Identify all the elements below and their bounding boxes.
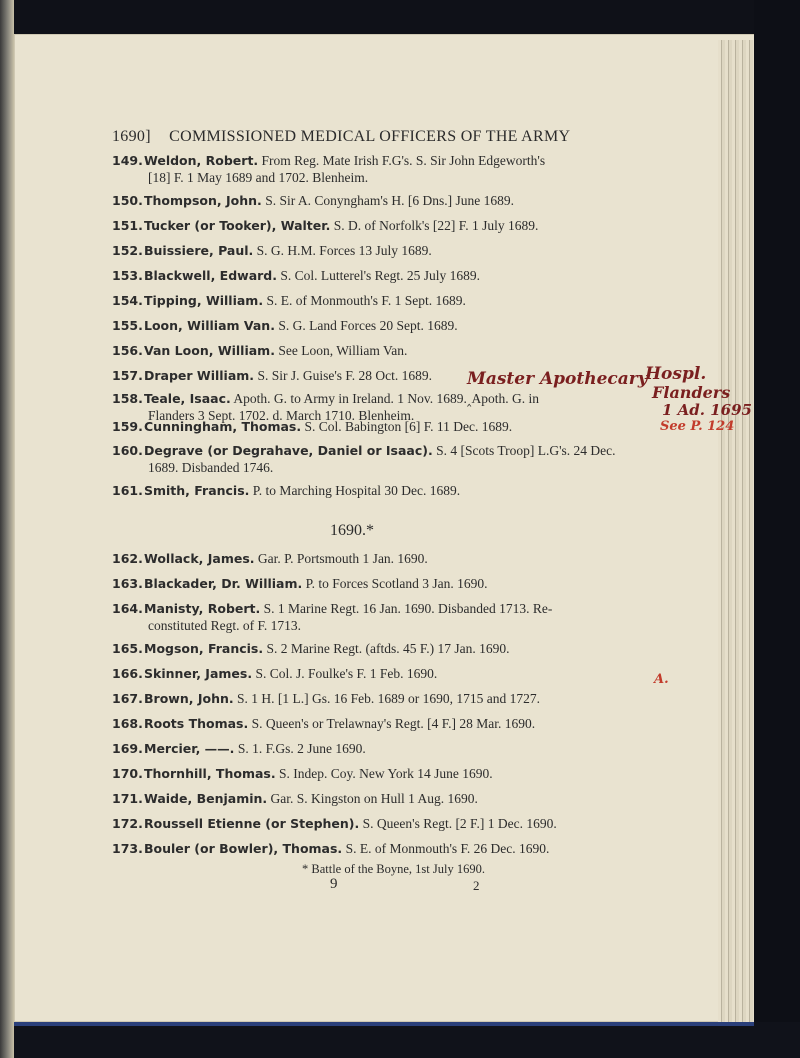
entry-item <box>112 640 722 657</box>
entry-text: S. Indep. Coy. New York 14 June 1690. <box>278 766 493 781</box>
entry-item <box>112 482 722 499</box>
entry-number: 156. <box>112 343 143 358</box>
entry-name: Roussell Etienne (or Stephen). <box>144 816 360 831</box>
entry-item <box>112 840 722 857</box>
entry-item <box>112 550 722 567</box>
entry-name: Tipping, William. <box>144 293 264 308</box>
handwritten-annotation: Flanders <box>652 383 731 402</box>
entry-number: 150. <box>112 193 143 208</box>
section-heading: 1690.* <box>330 522 374 539</box>
book-binding-left <box>0 0 14 1058</box>
entry-name: Weldon, Robert. <box>144 153 259 168</box>
book-cover-bottom <box>14 1022 800 1058</box>
handwritten-annotation: A. <box>654 672 669 687</box>
entry-text: S. D. of Norfolk's [22] F. 1 July 1689. <box>333 218 539 233</box>
entry-text: S. E. of Monmouth's F. 26 Dec. 1690. <box>345 841 550 856</box>
footnote: * Battle of the Boyne, 1st July 1690. <box>302 862 485 876</box>
entry-text: S. 1. F.Gs. 2 June 1690. <box>237 741 366 756</box>
entry-number: 151. <box>112 218 143 233</box>
entry-text: S. G. H.M. Forces 13 July 1689. <box>256 243 432 258</box>
entry-text: See Loon, William Van. <box>278 343 408 358</box>
entry-name: Blackader, Dr. William. <box>144 576 303 591</box>
entry-continuation: constituted Regt. of F. 1713. <box>148 618 302 633</box>
entry-item <box>112 192 722 209</box>
entry-name: Thornhill, Thomas. <box>144 766 276 781</box>
handwritten-annotation: Master Apothecary <box>467 369 648 389</box>
entry-text: Gar. P. Portsmouth 1 Jan. 1690. <box>257 551 428 566</box>
entry-number: 166. <box>112 666 143 681</box>
entry-number: 172. <box>112 816 143 831</box>
entry-number: 165. <box>112 641 143 656</box>
entry-name: Degrave (or Degrahave, Daniel or Isaac). <box>144 443 433 458</box>
entry-number: 149. <box>112 153 143 168</box>
entry-item <box>112 442 722 476</box>
entry-item <box>112 740 722 757</box>
entry-item <box>112 790 722 807</box>
entry-text: S. 2 Marine Regt. (aftds. 45 F.) 17 Jan. 1690. <box>266 641 510 656</box>
entry-number: 171. <box>112 791 143 806</box>
entry-name: Skinner, James. <box>144 666 253 681</box>
entry-item <box>112 342 722 359</box>
entry-number: 157. <box>112 368 143 383</box>
entry-item <box>112 418 722 435</box>
entry-item <box>112 152 722 186</box>
entry-text: S. E. of Monmouth's F. 1 Sept. 1689. <box>266 293 466 308</box>
entry-number: 158. <box>112 391 143 406</box>
entry-text: S. Col. J. Foulke's F. 1 Feb. 1690. <box>255 666 438 681</box>
entry-number: 159. <box>112 419 143 434</box>
entry-text: Gar. S. Kingston on Hull 1 Aug. 1690. <box>270 791 478 806</box>
entry-text: Apoth. G. to Army in Ireland. 1 Nov. 1689.‸Apoth. G. in <box>233 391 539 406</box>
entry-name: Van Loon, William. <box>144 343 275 358</box>
entry-item <box>112 292 722 309</box>
handwritten-annotation: See P. 124 <box>660 419 735 434</box>
entry-text: S. 1 Marine Regt. 16 Jan. 1690. Disbanded 1713. Re- <box>263 601 553 616</box>
entry-name: Mercier, ——. <box>144 741 235 756</box>
entry-number: 160. <box>112 443 143 458</box>
entry-name: Blackwell, Edward. <box>144 268 277 283</box>
entry-text: S. Col. Babington [6] F. 11 Dec. 1689. <box>304 419 513 434</box>
entry-number: 170. <box>112 766 143 781</box>
entry-name: Wollack, James. <box>144 551 255 566</box>
entry-item <box>112 765 722 782</box>
entry-continuation: Flanders 3 Sept. 1702. d. March 1710. Blenheim. <box>148 408 415 423</box>
entry-item <box>112 815 722 832</box>
entry-text: S. Queen's or Trelawnay's Regt. [4 F.] 28 Mar. 1690. <box>251 716 536 731</box>
entry-text: S. Sir A. Conyngham's H. [6 Dns.] June 1689. <box>265 193 515 208</box>
book-cover-right <box>754 0 800 1058</box>
entry-number: 169. <box>112 741 143 756</box>
entry-number: 162. <box>112 551 143 566</box>
entry-item <box>112 242 722 259</box>
entry-number: 161. <box>112 483 143 498</box>
entry-name: Mogson, Francis. <box>144 641 264 656</box>
entry-continuation: 1689. Disbanded 1746. <box>148 460 274 475</box>
entry-text: S. 4 [Scots Troop] L.G's. 24 Dec. <box>436 443 616 458</box>
entry-item <box>112 267 722 284</box>
entry-text: S. G. Land Forces 20 Sept. 1689. <box>278 318 458 333</box>
entry-number: 155. <box>112 318 143 333</box>
entry-item <box>112 575 722 592</box>
book-cover-top <box>0 0 800 34</box>
cover-edge-strip <box>14 1022 754 1026</box>
header-year: 1690] <box>112 128 151 145</box>
entry-item <box>112 600 722 634</box>
entry-text: P. to Forces Scotland 3 Jan. 1690. <box>305 576 488 591</box>
entry-name: Teale, Isaac. <box>144 391 231 406</box>
entry-number: 168. <box>112 716 143 731</box>
entry-name: Thompson, John. <box>144 193 262 208</box>
entry-number: 164. <box>112 601 143 616</box>
page-edges <box>718 40 754 1025</box>
entry-name: Draper William. <box>144 368 255 383</box>
running-header <box>112 128 712 146</box>
page-number: 9 <box>330 876 338 892</box>
entry-item <box>112 217 722 234</box>
entry-name: Manisty, Robert. <box>144 601 261 616</box>
entry-text: S. Queen's Regt. [2 F.] 1 Dec. 1690. <box>362 816 557 831</box>
entry-continuation: [18] F. 1 May 1689 and 1702. Blenheim. <box>148 170 369 185</box>
signature-mark: 2 <box>473 878 480 893</box>
entry-name: Waide, Benjamin. <box>144 791 268 806</box>
entry-name: Tucker (or Tooker), Walter. <box>144 218 331 233</box>
handwritten-annotation: Hospl. <box>645 364 707 384</box>
entry-number: 154. <box>112 293 143 308</box>
header-title: COMMISSIONED MEDICAL OFFICERS OF THE ARMY <box>169 128 571 145</box>
entry-number: 153. <box>112 268 143 283</box>
entry-item <box>112 317 722 334</box>
handwritten-annotation: 1 Ad. 1695 <box>662 401 752 419</box>
entry-name: Cunningham, Thomas. <box>144 419 302 434</box>
entry-text: S. Sir J. Guise's F. 28 Oct. 1689. <box>257 368 433 383</box>
entry-number: 152. <box>112 243 143 258</box>
entry-item <box>112 715 722 732</box>
entry-number: 167. <box>112 691 143 706</box>
entry-text: P. to Marching Hospital 30 Dec. 1689. <box>252 483 461 498</box>
entry-item <box>112 665 722 682</box>
entry-name: Brown, John. <box>144 691 234 706</box>
entry-number: 173. <box>112 841 143 856</box>
entry-item <box>112 690 722 707</box>
entry-text: S. Col. Lutterel's Regt. 25 July 1689. <box>280 268 481 283</box>
entry-number: 163. <box>112 576 143 591</box>
entry-text: From Reg. Mate Irish F.G's. S. Sir John Edgeworth's <box>261 153 546 168</box>
entry-name: Smith, Francis. <box>144 483 250 498</box>
entry-name: Roots Thomas. <box>144 716 249 731</box>
entry-name: Loon, William Van. <box>144 318 275 333</box>
entry-name: Buissiere, Paul. <box>144 243 254 258</box>
entry-text: S. 1 H. [1 L.] Gs. 16 Feb. 1689 or 1690, 1715 and 1727. <box>237 691 540 706</box>
entry-name: Bouler (or Bowler), Thomas. <box>144 841 343 856</box>
